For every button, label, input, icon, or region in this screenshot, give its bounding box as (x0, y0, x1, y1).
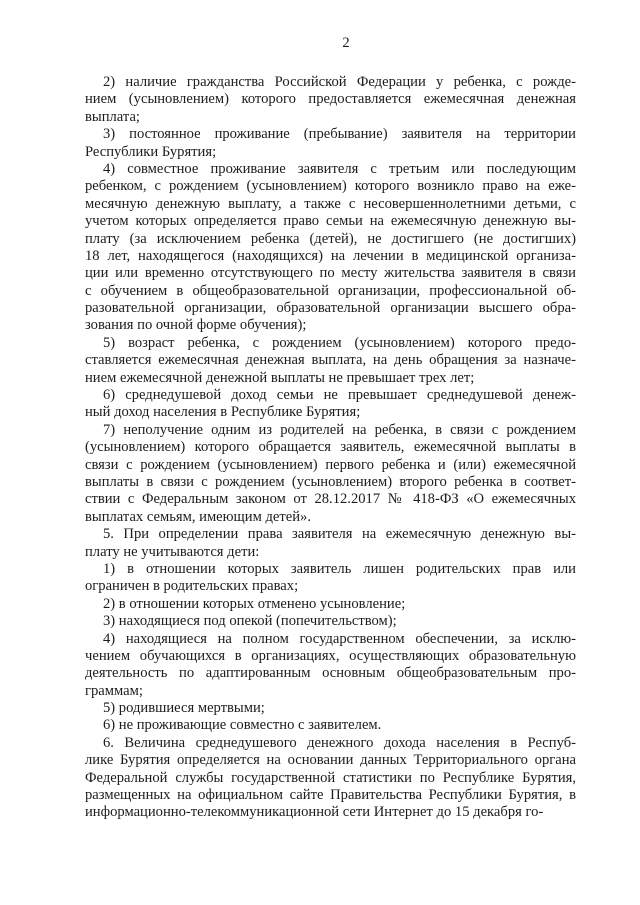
text-line: 2) наличие гражданства Российской Федерации у ребенка, с рожде- (103, 74, 576, 90)
text-line: 7) неполучение одним из родителей на ребенка, в связи с рождением (103, 421, 576, 438)
text-line: 2) в отношении которых отменено усыновление; (103, 595, 406, 612)
text-line: зования по очной форме обучения); (85, 317, 307, 334)
text-line: 1) в отношении которых заявитель лишен родительских прав или (103, 560, 576, 577)
text-line: нием ежемесячной денежной выплаты не превышает трех лет; (85, 369, 475, 386)
text-line: Республики Бурятия; (85, 143, 217, 160)
text-line: чением обучающихся в организациях, осуществляющих образовательную (85, 647, 576, 664)
text-line: учетом которых определяется право семьи на ежемесячную денежную вы- (85, 213, 576, 230)
text-line: разовательной организации, образовательной организации высшего обра- (85, 300, 576, 317)
text-line: 6) среднедушевой доход семьи не превышает среднедушевой денеж- (103, 387, 576, 404)
text-line: информационно-телекоммуникационной сети Интернет до 15 декабря го- (85, 804, 544, 821)
text-line: 4) находящиеся на полном государственном обеспечении, за исклю- (103, 630, 576, 647)
text-line: ции или временно отсутствующего по месту жительства заявителя в связи (85, 265, 576, 282)
page-number: 2 (342, 35, 350, 51)
text-line: (усыновлением) которого обращается заявитель, ежемесячной выплаты в (85, 439, 576, 456)
text-line: с обучением в общеобразовательной организации, профессиональной об- (85, 282, 576, 299)
text-line: граммам; (85, 682, 143, 699)
text-line: размещенных на официальном сайте Правительства Республики Бурятия, в (85, 787, 576, 804)
text-line: выплатах семьям, имеющим детей». (85, 508, 312, 525)
text-line: выплата; (85, 108, 140, 125)
text-line: месячную денежную выплату, а также с несовершеннолетними детьми, с (85, 195, 576, 212)
text-line: плату не учитываются дети: (85, 543, 260, 560)
text-line: 6) не проживающие совместно с заявителем. (103, 717, 382, 734)
text-line: связи с рождением (усыновлением) первого ребенка и (или) ежемесячной (85, 456, 576, 473)
text-line: 3) находящиеся под опекой (попечительством); (103, 613, 397, 630)
text-line: деятельность по адаптированным основным общеобразовательным про- (85, 665, 576, 682)
text-line: 18 лет, находящегося (находящихся) на лечении в медицинской организа- (85, 247, 576, 264)
text-line: выплаты в связи с рождением (усыновлением) второго ребенка в соответ- (85, 473, 576, 490)
text-line: 5) возраст ребенка, с рождением (усыновлением) которого предо- (103, 334, 576, 351)
text-line: ребенком, с рождением (усыновлением) которого возникло право на еже- (85, 178, 576, 195)
text-line: 3) постоянное проживание (пребывание) заявителя на территории (103, 126, 576, 143)
text-line: плату (за исключением ребенка (детей), не достигшего (не достигших) (85, 230, 576, 247)
text-line: ный доход населения в Республике Бурятия; (85, 404, 361, 421)
text-line: ствии с Федеральным законом от 28.12.2017 № 418-ФЗ «О ежемесячных (85, 491, 576, 508)
text-line: нием (усыновлением) которого предоставляется ежемесячная денежная (85, 91, 576, 108)
document-body (85, 74, 576, 822)
text-line: 5) родившиеся мертвыми; (103, 700, 265, 717)
text-line: лике Бурятия определяется на основании данных Территориального органа (85, 752, 576, 769)
text-line: ограничен в родительских правах; (85, 578, 299, 595)
text-line: Федеральной службы государственной статистики по Республике Бурятия, (85, 769, 576, 786)
text-line: 5. При определении права заявителя на ежемесячную денежную вы- (103, 526, 576, 543)
text-line: 4) совместное проживание заявителя с третьим или последующим (103, 160, 576, 177)
text-line: 6. Величина среднедушевого денежного дохода населения в Респуб- (103, 734, 576, 751)
text-line: ставляется ежемесячная денежная выплата, на день обращения за назначе- (85, 352, 576, 369)
